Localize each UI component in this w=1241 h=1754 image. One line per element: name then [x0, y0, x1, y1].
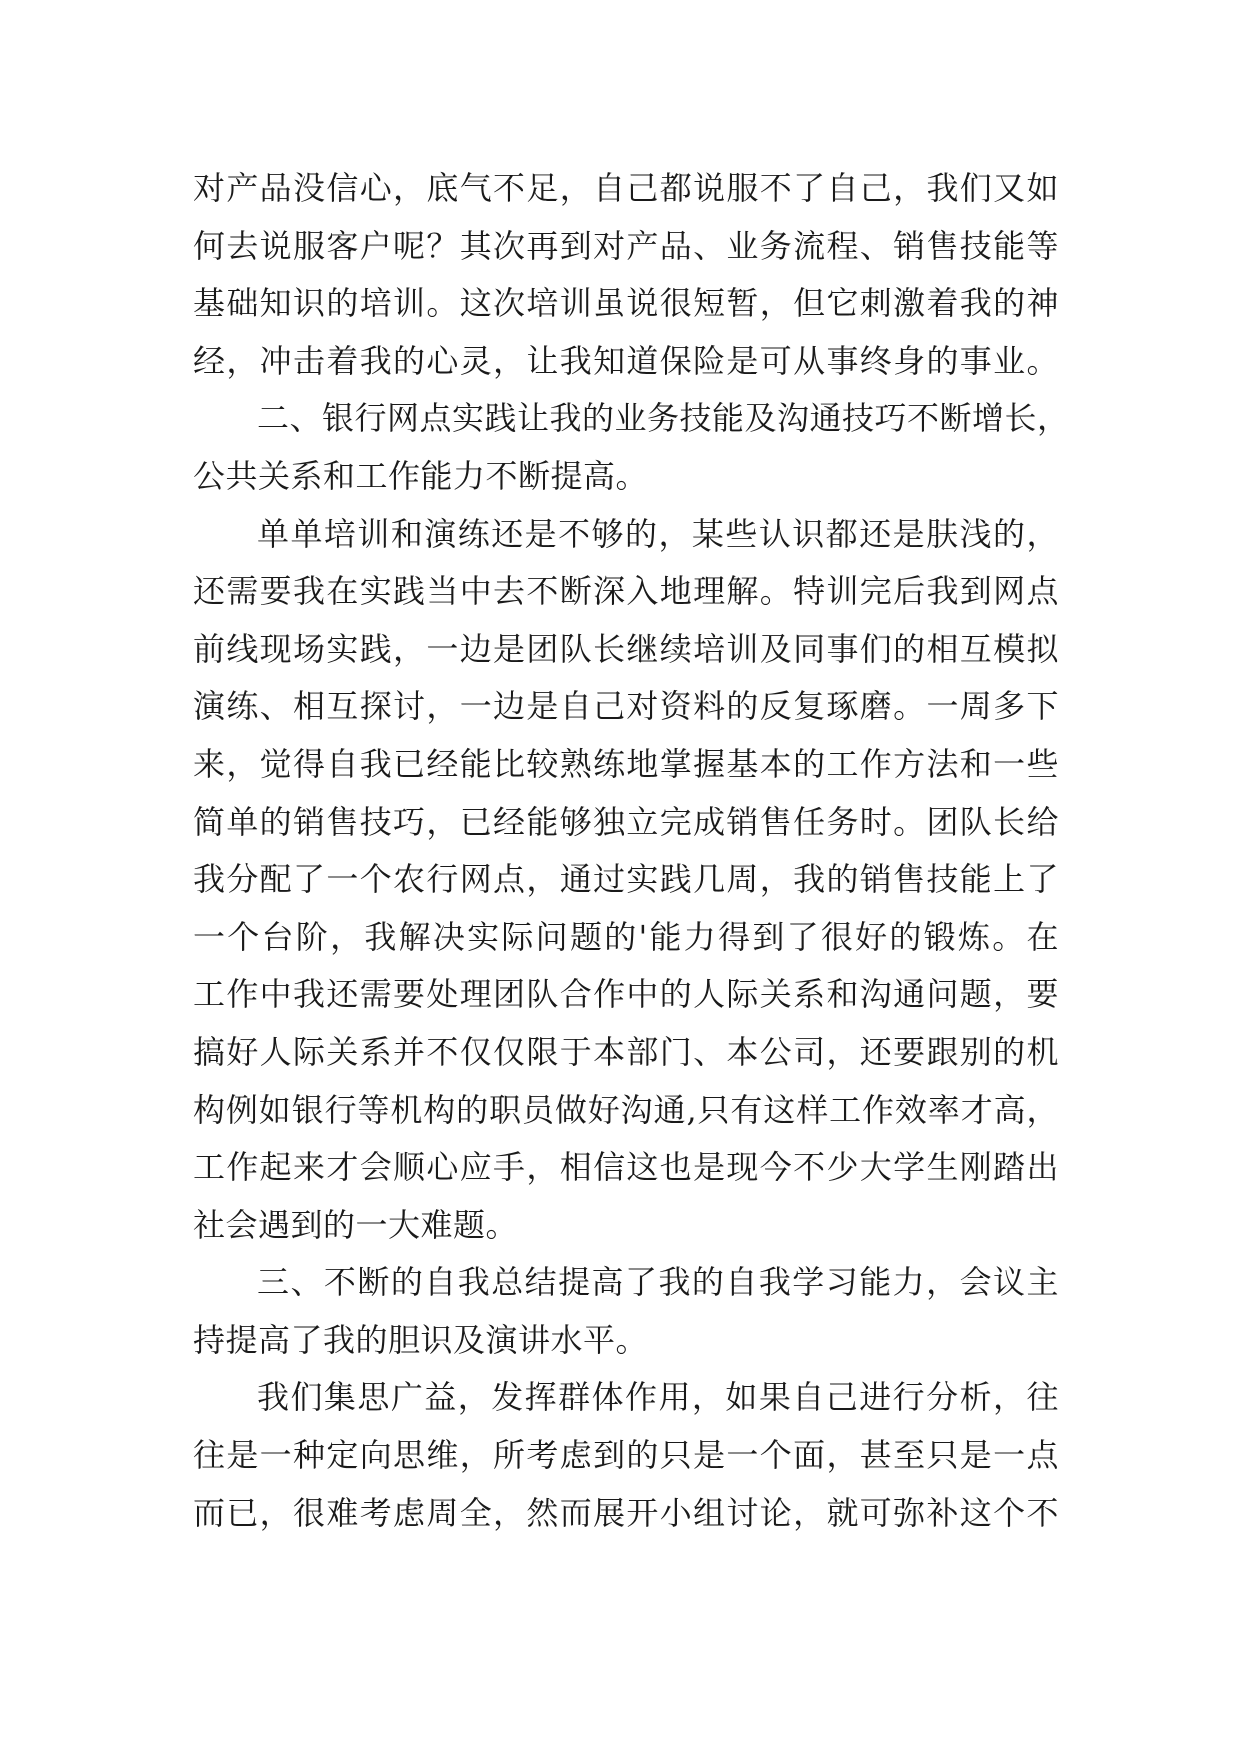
- paragraph-line: 简单的销售技巧，已经能够独立完成销售任务时。团队长给: [193, 802, 1059, 841]
- paragraph-line: 前线现场实践，一边是团队长继续培训及同事们的相互模拟: [193, 629, 1059, 668]
- section-heading-3-line: 三、不断的自我总结提高了我的自我学习能力，会议主: [257, 1263, 1059, 1302]
- text-line: 何去说服客户呢？其次再到对产品、业务流程、销售技能等: [193, 226, 1059, 265]
- section-heading-2-line: 二、银行网点实践让我的业务技能及沟通技巧不断增长，: [257, 399, 1070, 438]
- text-line: 基础知识的培训。这次培训虽说很短暂，但它刺激着我的神: [193, 284, 1059, 323]
- section-heading-2-line: 公共关系和工作能力不断提高。: [193, 456, 649, 495]
- paragraph-line: 社会遇到的一大难题。: [193, 1205, 519, 1244]
- document-body: [193, 160, 1070, 1542]
- paragraph-line: 工作中我还需要处理团队合作中的人际关系和沟通问题，要: [193, 975, 1059, 1014]
- paragraph-line: 我们集思广益，发挥群体作用，如果自己进行分析，往: [257, 1378, 1059, 1417]
- paragraph-line: 搞好人际关系并不仅仅限于本部门、本公司，还要跟别的机: [193, 1032, 1059, 1071]
- paragraph-line: 还需要我在实践当中去不断深入地理解。特训完后我到网点: [193, 572, 1059, 611]
- paragraph-line: 而已，很难考虑周全，然而展开小组讨论，就可弥补这个不: [193, 1493, 1059, 1532]
- paragraph-line: 我分配了一个农行网点，通过实践几周，我的销售技能上了: [193, 860, 1059, 899]
- paragraph-line: 单单培训和演练还是不够的，某些认识都还是肤浅的，: [257, 514, 1059, 553]
- paragraph-line: 构例如银行等机构的职员做好沟通,只有这样工作效率才高，: [193, 1090, 1059, 1129]
- text-line: 经，冲击着我的心灵，让我知道保险是可从事终身的事业。: [193, 341, 1059, 380]
- section-heading-3-line: 持提高了我的胆识及演讲水平。: [193, 1320, 649, 1359]
- paragraph-line: 来，觉得自我已经能比较熟练地掌握基本的工作方法和一些: [193, 744, 1059, 783]
- paragraph-line: 一个台阶，我解决实际问题的'能力得到了很好的锻炼。在: [193, 917, 1059, 956]
- paragraph-line: 往是一种定向思维，所考虑到的只是一个面，甚至只是一点: [193, 1436, 1059, 1475]
- paragraph-line: 工作起来才会顺心应手，相信这也是现今不少大学生刚踏出: [193, 1148, 1059, 1187]
- text-line: 对产品没信心，底气不足，自己都说服不了自己，我们又如: [193, 169, 1059, 207]
- paragraph-line: 演练、相互探讨，一边是自己对资料的反复琢磨。一周多下: [193, 687, 1059, 726]
